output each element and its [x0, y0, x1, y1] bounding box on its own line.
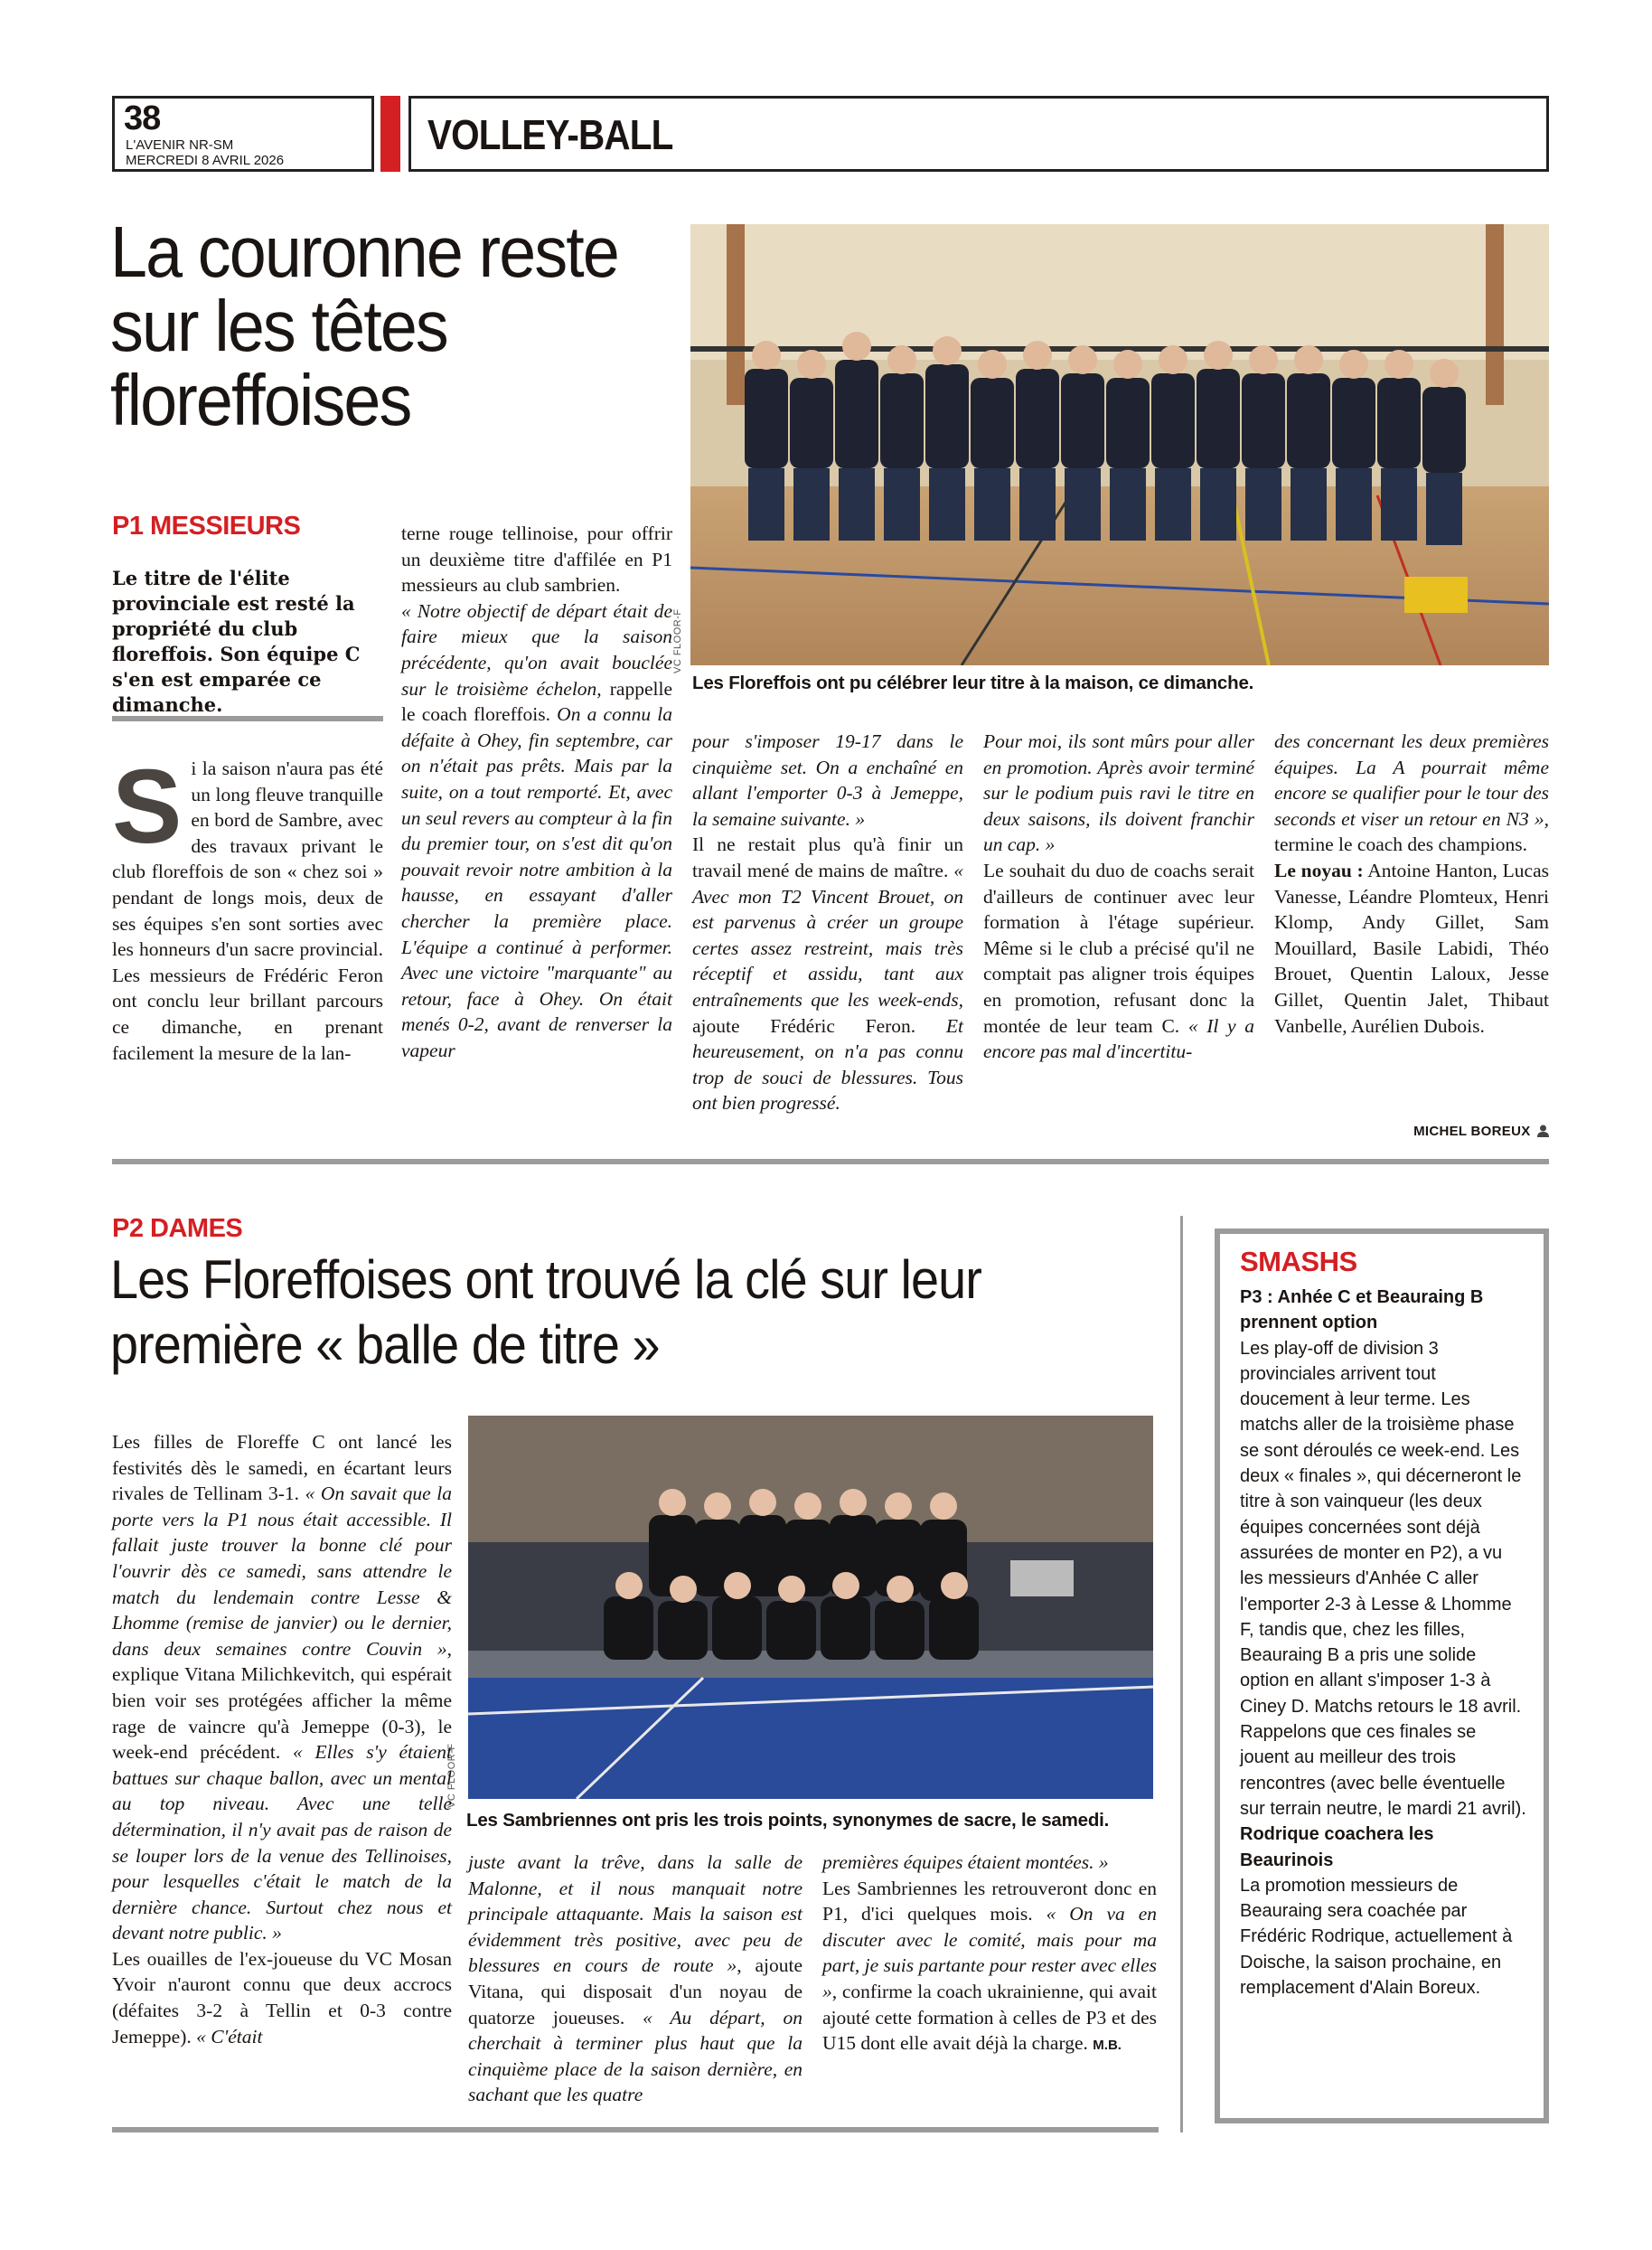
attribution: , confirme la coach ukrainienne, qui avait ajouté cette formation à celles de P3 et des U15 dont elle avait déjà la charge. [822, 1980, 1157, 2055]
quote: On a connu la défaite à Ohey, fin septembre, car on n'était pas prêts. Mais par la suite, on a tout remporté. Et, avec un seul revers au compteur à la fin du premier tour, on s'est dit qu'on pouvait revoir notre ambition à la hausse, en essayant d'aller chercher la première place. L'équipe a continué à performer. Avec une victoire "marquante" au retour, face à Ohey. On était menés 0-2, avant de renverser la vapeur [401, 703, 672, 1061]
page-number: 38 [124, 99, 161, 137]
quote: pour s'imposer 19-17 dans le cinquième set. On a enchaîné en allant l'emporter 0-3 à Jemeppe, la semaine suivante. » [692, 730, 963, 830]
article1-byline [1383, 1124, 1549, 1141]
page-info-box [112, 96, 374, 172]
attribution: termine le coach des champions. [1274, 833, 1527, 856]
attribution: rappelle le coach floreffois. [401, 677, 672, 726]
quote: « Notre objectif de départ était de faire mieux que la saison précédente, qu'on avait bouclée sur le troisième échelon, [401, 599, 672, 700]
article2-kicker: P2 DAMES [112, 1214, 243, 1243]
quote: juste avant la trêve, dans la salle de Malonne, et il nous manquait notre principale attaquante. Mais la saison est évidemment très positive, avec peu de blessures en cours de route » [468, 1851, 803, 1977]
smashs-item1-text: Les play-off de division 3 provinciales arrivent tout doucement à leur terme. Les matchs aller de la troisième phase se sont déroulés ce week-end. Les deux « finales », qui décerneront le titre à son vainqueur (les deux équipes concernées sont déjà assurées de monter en P2), a vu les messieurs d'Anhée C aller l'emporter 2-3 à Lesse & Lhomme F, tandis que, chez les filles, Beauraing B a pris une solide option en allant s'imposer 1-3 à Ciney D. Matchs retours le 18 avril. Rappelons que ces finales se jouent au meilleur des trois rencontres (avec belle éventuelle sur terrain neutre, le mardi 21 avril). [1240, 1338, 1526, 1819]
smashs-item2-text: La promotion messieurs de Beauraing sera coachée par Frédéric Rodrique, actuellement à Doische, la saison prochaine, en remplacement d'Alain Boreux. [1240, 1875, 1513, 1999]
attribution: , ajoute Vitana, qui disposait d'un noyau de quatorze joueuses. [468, 1954, 803, 2029]
publication-name: L'AVENIR NR-SM [126, 137, 234, 153]
article1-col3 [692, 729, 963, 1116]
article1-kicker: P1 MESSIEURS [112, 512, 301, 541]
attribution: , explique Vitana Milichkevitch, qui espérait bien voir ses protégées afficher la même rage de vaincre qu'à Jemeppe (0-3), le week-end précédent. [112, 1637, 452, 1764]
smashs-item1-title: P3 : Anhée C et Beauraing B prennent option [1240, 1287, 1484, 1333]
article1-lead: Le titre de l'élite provinciale est resté la propriété du club floreffois. Son équipe C s'en est emparée ce dimanche. [112, 567, 361, 716]
section-accent-bar [380, 96, 400, 172]
paragraph: Les filles de Floreffe C ont lancé les festivités dès le samedi, en écartant leurs rivales de Tellinam 3-1. [112, 1431, 452, 1505]
section-header [408, 96, 1549, 172]
signature: M.B. [1093, 2038, 1122, 2054]
article2-photo [468, 1416, 1153, 1799]
author-name: MICHEL BOREUX [1413, 1124, 1531, 1139]
paragraph: Les ouailles de l'ex-joueuse du VC Mosan Yvoir n'auront connu que deux accrocs (défaites 3-2 à Tellin et 0-3 contre Jemeppe). [112, 1947, 452, 2048]
roster-label: Le noyau : [1274, 859, 1364, 881]
quote: « Il y a encore pas mal d'incertitu- [983, 1014, 1254, 1063]
photo2-credit: VC FLOOR-F [446, 1743, 457, 1808]
quote: « Au départ, on cherchait à terminer plus haut que la cinquième place de la saison dernière, en sachant que les quatre [468, 2006, 803, 2106]
quote: « On va en discuter avec le comité, mais pour ma part, je suis partante pour rester avec elles » [822, 1903, 1157, 2002]
smashs-sidebar [1215, 1229, 1549, 2123]
article1-photo-caption: Les Floreffois ont pu célébrer leur titre à la maison, ce dimanche. [692, 673, 1254, 693]
smashs-content [1240, 1285, 1527, 2001]
article1-col2-p1: terne rouge tellinoise, pour offrir un deuxième titre d'affilée en P1 messieurs au club sambrien. [401, 522, 672, 597]
quote: Et heureusement, on n'a pas connu trop de souci de blessures. Tous ont bien progressé. [692, 1014, 963, 1115]
quote: « C'était [196, 2025, 263, 2048]
quote: « Elles s'y étaient battues sur chaque ballon, avec un mental au top niveau. Avec une telle détermination, il n'y avait pas de raison de se louper lors de la venue des Tellinoises, pour lesquelles c'était le match de la dernière chance. Surtout chez nous et devant notre public. » [112, 1741, 452, 1944]
smashs-title: SMASHS [1240, 1246, 1357, 1277]
team-photo-men [690, 224, 1549, 665]
article1-col1-text: i la saison n'aura pas été un long fleuve tranquille en bord de Sambre, avec des travaux privant le club floreffois de son « chez soi » pendant de longs mois, deux de ses équipes s'en sont sorties avec les honneurs d'un sacre provincial. Les messieurs de Frédéric Feron ont conclu leur brillant parcours ce dimanche, en prenant facilement la mesure de la lan- [112, 758, 383, 1064]
article2-bottom-rule [112, 2127, 1159, 2132]
quote: « On savait que la porte vers la P1 nous était accessible. Il fallait juste trouver la bonne clé pour l'ouvrir dès ce samedi, sans attendre le match du lendemain contre Lesse & Lhomme (remise de janvier) ou le dernier, dans deux semaines contre Couvin » [112, 1483, 453, 1660]
photo1-credit: VC FLOOR-F [672, 608, 683, 673]
quote: premières équipes étaient montées. » [822, 1851, 1109, 1873]
article2-col3 [822, 1850, 1157, 2059]
quote: Pour moi, ils sont mûrs pour aller en promotion. Après avoir terminé sur le podium puis ravi le titre en deux saisons, ils doivent franchir un cap. » [983, 730, 1254, 856]
article1-headline: La couronne reste sur les têtes floreffoises [110, 212, 619, 440]
attribution: ajoute Frédéric Feron. [692, 1014, 946, 1037]
quote: des concernant les deux premières équipes. La A pourrait même encore se qualifier pour le tour des seconds et viser un retour en N3 », [1274, 730, 1549, 830]
article1-col4 [983, 729, 1254, 1065]
section-title: VOLLEY-BALL [427, 111, 673, 158]
lead-divider [112, 716, 383, 721]
article2-col1 [112, 1429, 452, 2049]
article2-col2 [468, 1850, 803, 2108]
paragraph: Le souhait du duo de coachs serait d'ailleurs de continuer avec leur formation à l'étage supérieur. Même si le club a précisé qu'il ne comptait pas aligner trois équipes en promotion, refusant donc la montée de leur team C. [983, 859, 1254, 1037]
publication-date: MERCREDI 8 AVRIL 2026 [126, 153, 285, 168]
article-divider [112, 1159, 1549, 1164]
column-divider [1180, 1216, 1183, 2132]
person-icon [1537, 1125, 1549, 1141]
quote: « Avec mon T2 Vincent Brouet, on est parvenus à créer un groupe certes assez restreint, mais très réceptif et assidu, tant aux entraînements que les week-ends, [692, 859, 963, 1011]
paragraph: Les Sambriennes les retrouveront donc en P1, d'ici quelques mois. [822, 1877, 1157, 1925]
article2-headline: Les Floreffoises ont trouvé la clé sur leur première « balle de titre » [110, 1249, 981, 1375]
dropcap: S [112, 748, 183, 865]
article1-col2 [401, 521, 672, 1063]
article2-photo-caption: Les Sambriennes ont pris les trois points, synonymes de sacre, le samedi. [466, 1810, 1110, 1831]
article1-col1 [112, 748, 383, 1066]
team-photo-women [468, 1416, 1153, 1799]
roster: Antoine Hanton, Lucas Vanesse, Léandre Plomteux, Henri Klomp, Andy Gillet, Sam Mouillard, Basile Labidi, Théo Brouet, Quentin Laloux, Jesse Gillet, Quentin Jalet, Thibaut Vanbelle, Aurélien Dubois. [1274, 859, 1549, 1037]
paragraph: Il ne restait plus qu'à finir un travail mené de mains de maître. [692, 833, 963, 881]
article1-photo [690, 224, 1549, 665]
smashs-item2-title: Rodrique coachera les Beaurinois [1240, 1824, 1434, 1870]
article1-col5 [1274, 729, 1549, 1039]
